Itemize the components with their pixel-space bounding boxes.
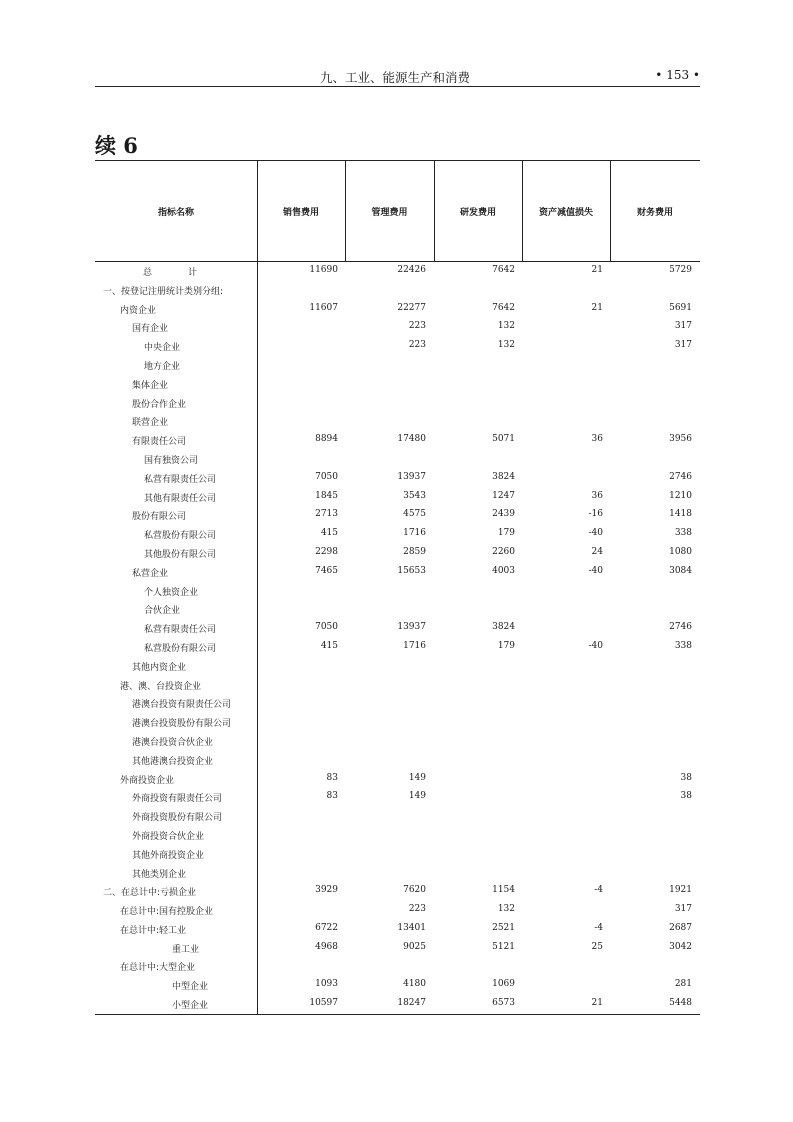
table-row (95, 619, 700, 638)
col-header-sales-expense: 销售费用 (282, 207, 319, 218)
cell-value: 1921 (669, 885, 692, 896)
cell-value: 3042 (669, 941, 692, 952)
row-label: 二、在总计中:亏损企业 (103, 888, 197, 899)
cell-value: 415 (320, 528, 338, 539)
table-row (95, 469, 700, 488)
cell-value: 1716 (403, 528, 426, 539)
cell-value: 5071 (492, 434, 515, 445)
row-label: 外商投资合伙企业 (132, 831, 205, 842)
row-label: 其他股份有限公司 (144, 549, 217, 560)
header-rule (95, 86, 700, 87)
row-label: 总 计 (143, 268, 198, 278)
cell-value: 22277 (397, 302, 426, 313)
row-label: 港澳台投资股份有限公司 (132, 719, 232, 730)
cell-value: 7620 (403, 885, 426, 896)
col-header-impairment-loss: 资产减值损失 (538, 207, 593, 218)
cell-value: 25 (591, 941, 603, 952)
cell-value: 24 (591, 546, 603, 557)
table-row (95, 901, 700, 920)
col-header-financial-expense: 财务费用 (636, 207, 673, 218)
cell-value: 10597 (309, 998, 338, 1009)
cell-value: 223 (408, 340, 426, 351)
cell-value: 149 (408, 772, 426, 783)
column-divider (610, 161, 611, 261)
row-label: 在总计中:国有控股企业 (120, 907, 214, 918)
table-row (95, 845, 700, 864)
cell-value: 4575 (403, 509, 426, 520)
row-label: 私营股份有限公司 (144, 643, 217, 654)
cell-value: 36 (591, 490, 603, 501)
data-table (95, 160, 700, 1015)
col-header-admin-expense: 管理费用 (371, 207, 408, 218)
cell-value: 6722 (315, 922, 338, 933)
table-row (95, 412, 700, 431)
cell-value: 18247 (397, 998, 426, 1009)
row-label: 重工业 (172, 944, 200, 955)
cell-value: 4003 (492, 565, 515, 576)
cell-value: 83 (326, 791, 338, 802)
row-label: 其他港澳台投资企业 (132, 756, 214, 767)
page-number: • 153 • (655, 68, 700, 82)
cell-value: 317 (674, 321, 692, 332)
table-body (95, 262, 700, 1014)
row-label: 其他外商投资企业 (132, 850, 205, 861)
table-row (95, 826, 700, 845)
cell-value: -40 (588, 528, 603, 539)
table-row (95, 600, 700, 619)
cell-value: 2746 (669, 622, 692, 633)
row-label: 外商投资有限责任公司 (132, 794, 223, 805)
table-row (95, 957, 700, 976)
table-row (95, 563, 700, 582)
cell-value: 15653 (397, 565, 426, 576)
cell-value: 1069 (492, 979, 515, 990)
table-row (95, 657, 700, 676)
table-row (95, 864, 700, 883)
cell-value: 179 (497, 640, 515, 651)
cell-value: -4 (594, 922, 603, 933)
cell-value: 11690 (309, 265, 338, 275)
cell-value: 7050 (315, 622, 338, 633)
row-label: 私营有限责任公司 (144, 625, 217, 636)
row-label: 私营企业 (132, 568, 169, 579)
table-row (95, 732, 700, 751)
table-row (95, 676, 700, 695)
row-label: 其他类别企业 (132, 869, 187, 880)
cell-value: 5448 (669, 998, 692, 1009)
cell-value: -40 (588, 640, 603, 651)
cell-value: 21 (591, 998, 603, 1009)
cell-value: 1247 (492, 490, 515, 501)
table-row (95, 694, 700, 713)
table-row (95, 939, 700, 958)
column-divider (522, 161, 523, 261)
cell-value: 132 (497, 904, 515, 915)
cell-value: 22426 (397, 265, 426, 275)
cell-value: 8894 (315, 434, 338, 445)
table-bottom-rule (95, 1014, 700, 1015)
row-label: 在总计中:轻工业 (120, 925, 187, 936)
table-row (95, 375, 700, 394)
row-label: 地方企业 (144, 361, 181, 372)
cell-value: 3084 (669, 565, 692, 576)
cell-value: 1080 (669, 546, 692, 557)
row-label: 股份合作企业 (132, 399, 187, 410)
cell-value: 2746 (669, 471, 692, 482)
cell-value: 7465 (315, 565, 338, 576)
row-label: 港澳台投资合伙企业 (132, 737, 214, 748)
cell-value: 17480 (397, 434, 426, 445)
cell-value: 132 (497, 321, 515, 332)
table-row (95, 582, 700, 601)
cell-value: 132 (497, 340, 515, 351)
cell-value: 2439 (492, 509, 515, 520)
cell-value: 21 (591, 302, 603, 313)
cell-value: 2859 (403, 546, 426, 557)
row-label: 港、澳、台投资企业 (120, 681, 202, 692)
cell-value: 1093 (315, 979, 338, 990)
table-row (95, 431, 700, 450)
cell-value: 7642 (492, 265, 515, 275)
cell-value: 1210 (669, 490, 692, 501)
cell-value: 223 (408, 904, 426, 915)
row-label: 集体企业 (132, 380, 169, 391)
cell-value: 2260 (492, 546, 515, 557)
cell-value: 13401 (397, 922, 426, 933)
row-label: 港澳台投资有限责任公司 (132, 700, 232, 711)
row-label: 私营有限责任公司 (144, 474, 217, 485)
table-row (95, 638, 700, 657)
row-label: 股份有限公司 (132, 512, 187, 523)
cell-value: 9025 (403, 941, 426, 952)
table-row (95, 300, 700, 319)
cell-value: 317 (674, 340, 692, 351)
table-row (95, 394, 700, 413)
cell-value: 2298 (315, 546, 338, 557)
cell-value: -16 (588, 509, 603, 520)
cell-value: 13937 (397, 471, 426, 482)
row-label: 在总计中:大型企业 (120, 963, 196, 974)
cell-value: 83 (326, 772, 338, 783)
cell-value: 21 (591, 265, 603, 275)
cell-value: 3824 (492, 622, 515, 633)
cell-value: 2521 (492, 922, 515, 933)
table-row (95, 525, 700, 544)
column-divider (257, 161, 258, 1014)
cell-value: 7050 (315, 471, 338, 482)
cell-value: 5121 (492, 941, 515, 952)
row-label: 小型企业 (172, 1001, 209, 1012)
cell-value: -4 (594, 885, 603, 896)
cell-value: 38 (680, 791, 692, 802)
row-label: 合伙企业 (144, 606, 181, 617)
running-header (95, 66, 700, 86)
cell-value: 317 (674, 904, 692, 915)
table-row (95, 450, 700, 469)
row-label: 私营股份有限公司 (144, 531, 217, 542)
row-label: 联营企业 (132, 418, 169, 429)
cell-value: 149 (408, 791, 426, 802)
cell-value: 2713 (315, 509, 338, 520)
col-header-rd-expense: 研发费用 (459, 207, 496, 218)
cell-value: 338 (674, 528, 692, 539)
table-row (95, 976, 700, 995)
cell-value: 1418 (669, 509, 692, 520)
table-row (95, 920, 700, 939)
cell-value: 4180 (403, 979, 426, 990)
cell-value: 1845 (315, 490, 338, 501)
table-row (95, 488, 700, 507)
table-row (95, 544, 700, 563)
row-label: 外商投资股份有限公司 (132, 813, 223, 824)
table-row (95, 882, 700, 901)
table-row (95, 318, 700, 337)
cell-value: 1154 (492, 885, 515, 896)
table-title: 续 6 (95, 133, 138, 158)
col-header-indicator: 指标名称 (157, 207, 194, 218)
cell-value: 338 (674, 640, 692, 651)
cell-value: 3929 (315, 885, 338, 896)
table-row (95, 281, 700, 300)
cell-value: 6573 (492, 998, 515, 1009)
row-label: 其他内资企业 (132, 662, 187, 673)
row-label: 国有独资公司 (144, 455, 199, 466)
cell-value: 11607 (309, 302, 338, 313)
row-label: 中型企业 (172, 982, 209, 993)
cell-value: 179 (497, 528, 515, 539)
cell-value: 4968 (315, 941, 338, 952)
table-row (95, 506, 700, 525)
cell-value: 1716 (403, 640, 426, 651)
cell-value: 415 (320, 640, 338, 651)
chapter-title: 九、工业、能源生产和消费 (320, 70, 471, 85)
cell-value: 223 (408, 321, 426, 332)
column-divider (345, 161, 346, 261)
row-label: 内资企业 (120, 305, 157, 316)
row-label: 其他有限责任公司 (144, 493, 217, 504)
cell-value: 281 (674, 979, 692, 990)
cell-value: 5691 (669, 302, 692, 313)
row-label: 国有企业 (132, 324, 169, 335)
table-row (95, 807, 700, 826)
cell-value: 7642 (492, 302, 515, 313)
cell-value: 3956 (669, 434, 692, 445)
row-label: 一、按登记注册统计类别分组: (103, 286, 224, 297)
table-row (95, 356, 700, 375)
row-label: 中央企业 (144, 343, 181, 354)
cell-value: 3543 (403, 490, 426, 501)
table-row (95, 770, 700, 789)
table-row (95, 337, 700, 356)
cell-value: 13937 (397, 622, 426, 633)
column-divider (434, 161, 435, 261)
table-row (95, 995, 700, 1014)
cell-value: 2687 (669, 922, 692, 933)
cell-value: 36 (591, 434, 603, 445)
table-row (95, 262, 700, 281)
cell-value: -40 (588, 565, 603, 576)
table-row (95, 751, 700, 770)
table-row (95, 713, 700, 732)
table-row (95, 788, 700, 807)
cell-value: 5729 (669, 265, 692, 275)
cell-value: 3824 (492, 471, 515, 482)
cell-value: 38 (680, 772, 692, 783)
row-label: 外商投资企业 (120, 775, 175, 786)
row-label: 有限责任公司 (132, 437, 187, 448)
row-label: 个人独资企业 (144, 587, 199, 598)
